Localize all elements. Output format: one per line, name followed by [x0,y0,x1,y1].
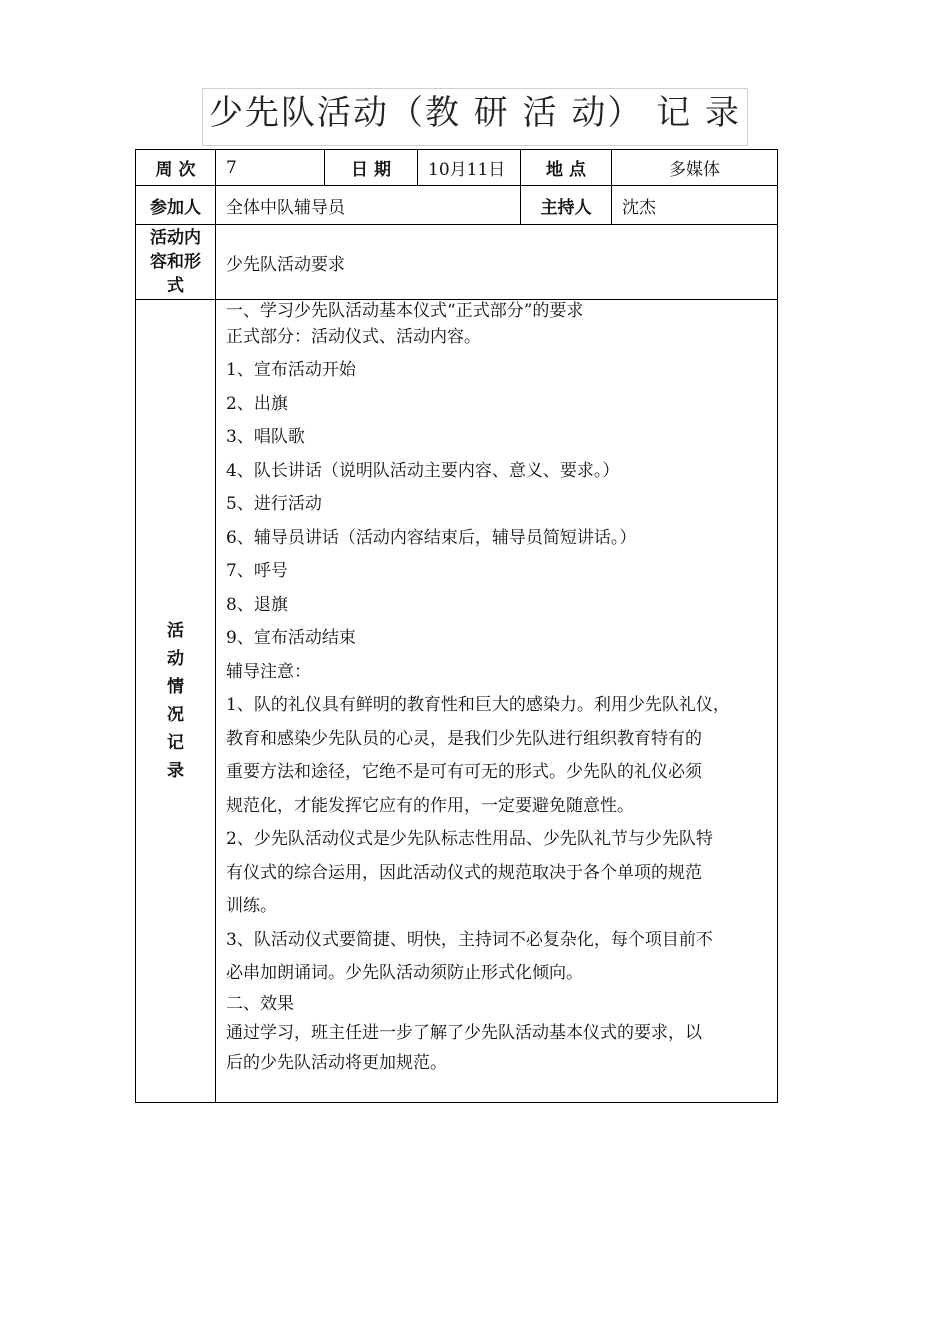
record-line: 有仪式的综合运用，因此活动仪式的规范取决于各个单项的规范 [226,862,702,883]
record-line: 通过学习，班主任进一步了解了少先队活动基本仪式的要求，以 [226,1022,702,1043]
record-line: 1、宣布活动开始 [226,360,356,380]
record-line: 4、队长讲话（说明队活动主要内容、意义、要求。） [226,460,620,481]
record-line: 9、宣布活动结束 [226,628,356,648]
week-label: 周 次 [155,160,196,180]
record-line: 训练。 [226,896,277,916]
content-label [136,225,215,299]
record-line: 规范化，才能发挥它应有的作用，一定要避免随意性。 [226,795,634,816]
participants-value: 全体中队辅导员 [226,197,345,218]
record-line: 3、唱队歌 [226,427,305,447]
week-value: 7 [226,157,237,178]
record-body [226,298,774,1078]
record-line: 7、呼号 [226,561,288,581]
host-label: 主持人 [540,197,592,218]
host-value: 沈杰 [622,197,656,218]
record-label [136,300,215,1102]
record-line: 一、学习少先队活动基本仪式“正式部分”的要求 [226,301,584,321]
date-value: 10月11日 [428,160,506,180]
record-label-char: 况 [167,705,184,725]
participants-label: 参加人 [150,197,201,218]
title-box [202,88,748,146]
place-label: 地 点 [546,160,586,180]
record-line: 后的少先队活动将更加规范。 [226,1052,447,1073]
content-label-line: 容和形 [150,252,201,272]
record-label-char: 情 [167,677,184,697]
record-line: 8、退旗 [226,594,288,615]
record-line: 二、效果 [226,993,294,1014]
record-line: 2、出旗 [226,393,288,414]
date-label: 日 期 [351,160,391,180]
record-label-char: 录 [167,761,184,781]
record-line: 1、队的礼仪具有鲜明的教育性和巨大的感染力。利用少先队礼仪， [226,695,730,715]
record-line: 3、队活动仪式要简捷、明快，主持词不必复杂化，每个项目前不 [226,929,713,950]
record-line: 5、进行活动 [226,494,322,514]
record-line: 辅导注意： [226,661,311,682]
record-label-char: 动 [167,649,184,669]
place-value: 多媒体 [669,160,720,180]
record-line: 重要方法和途径，它绝不是可有可无的形式。少先队的礼仪必须 [226,762,702,782]
content-label-line: 活动内 [150,228,201,248]
document-title: 少先队活动（教 研 活 动） 记 录 [208,93,742,133]
record-label-char: 记 [167,733,184,753]
record-line: 6、辅导员讲话（活动内容结束后，辅导员简短讲话。） [226,527,637,548]
record-line: 2、少先队活动仪式是少先队标志性用品、少先队礼节与少先队特 [226,829,713,849]
record-label-char: 活 [167,621,184,641]
content-label-line: 式 [167,276,184,296]
record-line: 教育和感染少先队员的心灵，是我们少先队进行组织教育特有的 [226,728,702,749]
content-value: 少先队活动要求 [226,254,345,275]
record-line: 必串加朗诵词。少先队活动须防止形式化倾向。 [226,963,583,983]
record-line: 正式部分：活动仪式、活动内容。 [226,327,481,347]
